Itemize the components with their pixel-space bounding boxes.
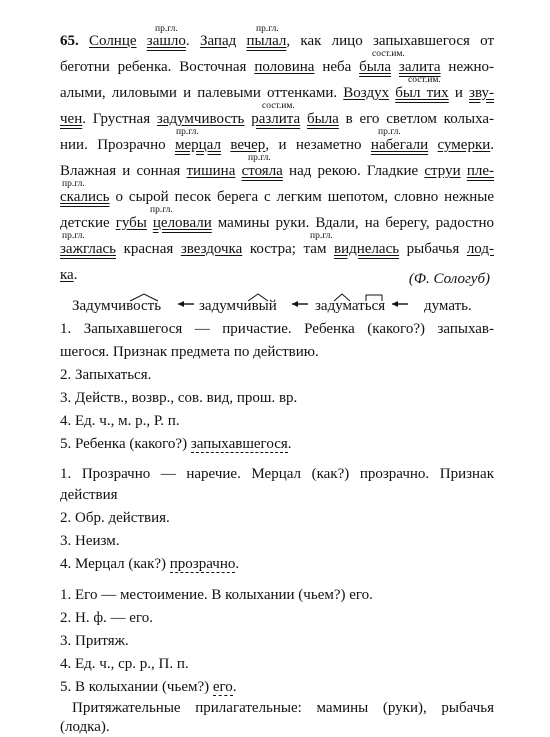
annotation-label: пр.гл. (176, 127, 199, 137)
text-line-5 (60, 136, 494, 154)
text-fragment: . Грустная (82, 111, 157, 127)
text-fragment (391, 59, 399, 75)
annotation-label: сост.им. (372, 49, 405, 59)
predicate-word: залита (398, 59, 441, 75)
annotation-label: пр.гл. (150, 205, 173, 215)
subject-word: вечер (230, 137, 266, 153)
annotation-label: пр.гл. (256, 24, 279, 34)
subject-word: тишина (186, 163, 236, 179)
text-fragment: , как лицо запыхавшегося от (286, 33, 495, 49)
footer-line-1: Притяжательные прилагательные: мамины (руки), рыбачья (72, 700, 494, 716)
text-line-4 (60, 110, 494, 128)
predicate-word: целовали (152, 215, 212, 231)
text-fragment (300, 111, 307, 127)
predicate-word: скались (60, 189, 110, 205)
dependent-word: его (212, 679, 233, 695)
predicate-word: была (359, 59, 392, 75)
text-line-7 (60, 188, 494, 206)
subject-word: сумерки (437, 137, 491, 153)
morph-word-4: думать. (424, 298, 472, 314)
analysis3-line-4: 4. Ед. ч., ср. р., П. п. (60, 656, 189, 672)
analysis3-line-5 (60, 678, 494, 696)
text-line-3 (60, 84, 494, 102)
analysis3-line-2: 2. Н. ф. — его. (60, 610, 153, 626)
text-fragment: неба (314, 59, 360, 75)
text-fragment: рыбачья (399, 241, 467, 257)
text-fragment (221, 137, 230, 153)
text-fragment: . (235, 556, 240, 572)
predicate-word: зашло (146, 33, 186, 49)
morph-word-2: задумчивый (199, 298, 277, 314)
analysis3-line-1: 1. Его — местоимение. В колыхании (чьем?) его. (60, 587, 373, 603)
text-fragment (428, 137, 437, 153)
footer-line-2: (лодка). (60, 719, 110, 735)
exercise-number: 65. (60, 33, 79, 49)
subject-word: Воздух (343, 85, 390, 101)
predicate-word: виднелась (334, 241, 400, 257)
annotation-label: пр.гл. (62, 231, 85, 241)
predicate-word: чен (60, 111, 83, 127)
analysis2-line-5 (60, 555, 494, 573)
text-fragment: о сырой песок берега с легким шепотом, словно нежные (109, 189, 494, 205)
text-fragment: . (490, 137, 495, 153)
predicate-word: набегали (370, 137, 429, 153)
text-line-9 (60, 240, 494, 258)
text-fragment: над рекою. Гладкие (282, 163, 425, 179)
text-fragment: , и незаметно (265, 137, 371, 153)
annotation-label: пр.гл. (378, 127, 401, 137)
analysis2-line-3: 2. Обр. действия. (60, 510, 170, 526)
analysis1-line-5: 4. Ед. ч., м. р., Р. п. (60, 413, 180, 429)
text-line-8 (60, 214, 494, 232)
text-fragment: детские (60, 215, 116, 231)
analysis1-line-2: шегося. Признак предмета по действию. (60, 344, 319, 360)
analysis2-line-4: 3. Неизм. (60, 533, 120, 549)
subject-word: ка (60, 267, 74, 283)
text-fragment: 4. Мерцал (как?) (60, 556, 170, 572)
text-fragment: беготни ребенка. Восточная (60, 59, 255, 75)
subject-word: половина (254, 59, 315, 75)
annotation-label: сост.им. (408, 75, 441, 85)
subject-word: звездочка (180, 241, 243, 257)
dependent-word: запыхавшегося (190, 436, 288, 452)
text-line-2 (60, 58, 494, 76)
annotation-label: сост.им. (262, 101, 295, 111)
morph-word-3: задуматься (315, 298, 386, 314)
text-fragment: в его светлом колыха- (338, 111, 495, 127)
subject-word: Солнце (89, 33, 137, 49)
text-fragment: алыми, лиловыми и палевыми оттенками. (60, 85, 344, 101)
annotation-label: пр.гл. (248, 153, 271, 163)
text-fragment: . (73, 267, 78, 283)
dependent-word: прозрачно (169, 556, 236, 572)
text-fragment: мамины руки. Вдали, на берегу, радостно (211, 215, 494, 231)
predicate-word: была (306, 111, 339, 127)
analysis2-line-1: 1. Прозрачно — наречие. Мерцал (как?) прозрачно. Признак (60, 466, 494, 482)
subject-word: струи (424, 163, 461, 179)
predicate-word: был тих (395, 85, 449, 101)
predicate-word: пле- (466, 163, 494, 179)
predicate-word: зву- (469, 85, 495, 101)
annotation-label: пр.гл. (62, 179, 85, 189)
predicate-word: пылал (246, 33, 287, 49)
subject-word: губы (115, 215, 147, 231)
subject-word: лод- (466, 241, 494, 257)
analysis2-line-2: действия (60, 487, 118, 503)
text-fragment: 5. Ребенка (какого?) (60, 436, 191, 452)
author-source: (Ф. Сологуб) (408, 271, 490, 287)
text-fragment: 5. В колыхании (чьем?) (60, 679, 213, 695)
analysis1-line-4: 3. Действ., возвр., сов. вид, прош. вр. (60, 390, 298, 406)
analysis1-line-6 (60, 435, 494, 453)
subject-word: Запад (199, 33, 237, 49)
text-fragment: . (185, 33, 190, 49)
text-fragment: . (287, 436, 292, 452)
text-fragment: Влажная и сонная (60, 163, 187, 179)
text-fragment: красная (115, 241, 181, 257)
text-fragment: нежно- (440, 59, 494, 75)
text-line-1 (60, 32, 494, 50)
text-fragment: . (232, 679, 237, 695)
text-fragment: и (448, 85, 470, 101)
predicate-word: зажглась (60, 241, 116, 257)
text-fragment: костра; там (242, 241, 335, 257)
predicate-word: разлита (251, 111, 301, 127)
text-fragment: нии. Прозрачно (60, 137, 175, 153)
analysis1-line-3: 2. Запыхаться. (60, 367, 152, 383)
analysis1-line-1: 1. Запыхавшегося — причастие. Ребенка (какого?) запыхав- (60, 321, 494, 337)
predicate-word: стояла (241, 163, 283, 179)
annotation-label: пр.гл. (310, 231, 333, 241)
annotation-label: пр.гл. (155, 24, 178, 34)
morph-word-1: Задумчивость (72, 298, 162, 314)
text-line-6 (60, 162, 494, 180)
predicate-word: мерцал (174, 137, 221, 153)
subject-word: задумчивость (156, 111, 245, 127)
analysis3-line-3: 3. Притяж. (60, 633, 129, 649)
